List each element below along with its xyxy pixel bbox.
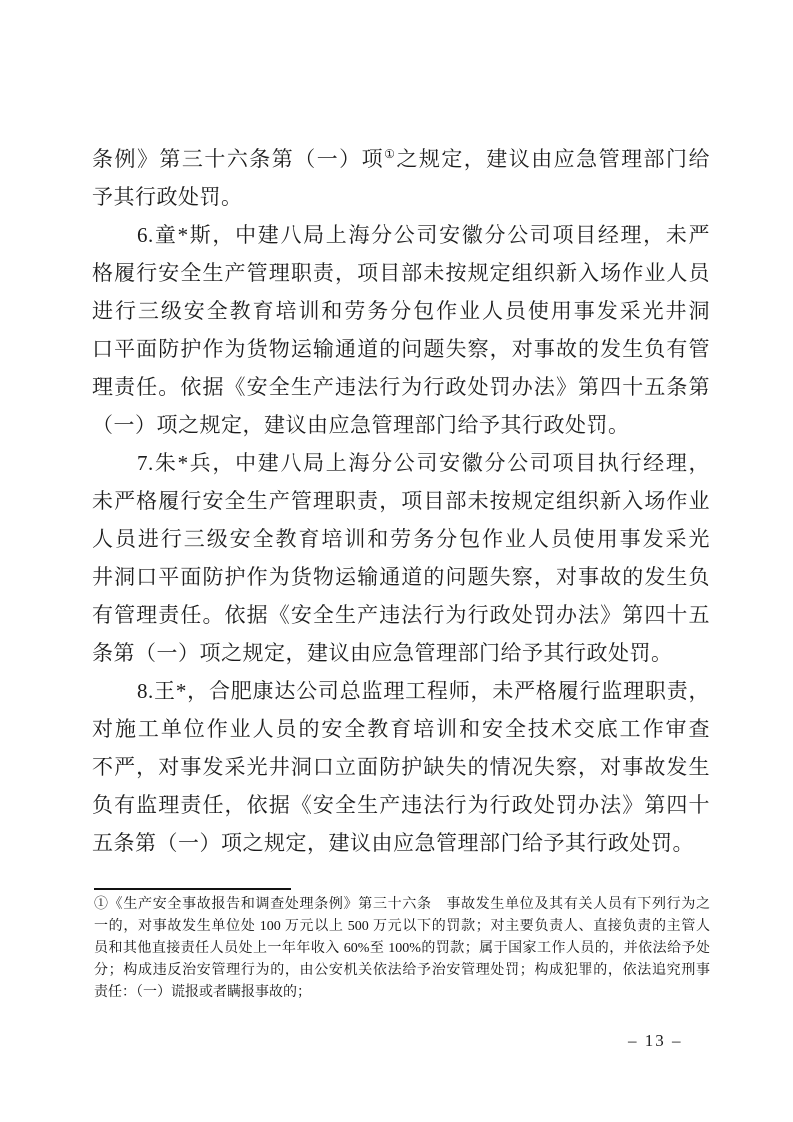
body-line: 格履行安全生产管理职责，项目部未按规定组织新入场作业人员	[92, 261, 710, 285]
page-number: – 13 –	[628, 1031, 683, 1050]
footnote	[94, 894, 710, 1004]
body-line: 五条第（一）项之规定，建议由应急管理部门给予其行政处罚。	[92, 831, 694, 855]
footnote-ref-marker: ①	[384, 147, 397, 161]
footnote-line: 责任：（一）谎报或者瞒报事故的；	[94, 985, 311, 1000]
body-line: （一）项之规定，建议由应急管理部门给予其行政处罚。	[92, 413, 630, 437]
body-line: 不严，对事发采光井洞口立面防护缺失的情况失察，对事故发生	[92, 755, 710, 779]
body-line: 6.童*斯，中建八局上海分公司安徽分公司项目经理，未严	[137, 223, 710, 247]
footnote-separator	[94, 888, 291, 890]
body-line: 条第（一）项之规定，建议由应急管理部门给予其行政处罚。	[92, 641, 673, 665]
footnote-line: ①《生产安全事故报告和调查处理条例》第三十六条 事故发生单位及其有关人员有下列行为之	[94, 897, 710, 912]
body-line: 人员进行三级安全教育培训和劳务分包作业人员使用事发采光	[92, 527, 710, 551]
body-line: 井洞口平面防护作为货物运输通道的问题失察，对事故的发生负	[92, 565, 710, 589]
footnote-line: 员和其他直接责任人员处上一年年收入 60%至 100%的罚款；属于国家工作人员的，并依法给予处	[94, 941, 710, 956]
footnote-line: 分；构成违反治安管理行为的，由公安机关依法给予治安管理处罚；构成犯罪的，依法追究刑事	[94, 963, 710, 978]
body-line-text: 之规定，建议由应急管理部门给	[396, 147, 711, 171]
body-line: 未严格履行安全生产管理职责，项目部未按规定组织新入场作业	[92, 489, 710, 513]
footnote-line: 一的，对事故发生单位处 100 万元以上 500 万元以下的罚款；对主要负责人、直接负责的主管人	[94, 919, 710, 934]
body-line: 进行三级安全教育培训和劳务分包作业人员使用事发采光井洞	[92, 299, 710, 323]
body-line: 有管理责任。依据《安全生产违法行为行政处罚办法》第四十五	[92, 603, 710, 627]
body-line: 7.朱*兵，中建八局上海分公司安徽分公司项目执行经理，	[137, 451, 710, 475]
body-line: 口平面防护作为货物运输通道的问题失察，对事故的发生负有管	[92, 337, 710, 361]
body-line-text: 条例》第三十六条第（一）项	[92, 147, 385, 171]
body-line: 理责任。依据《安全生产违法行为行政处罚办法》第四十五条第	[92, 375, 710, 399]
body-line: 对施工单位作业人员的安全教育培训和安全技术交底工作审查	[92, 717, 710, 741]
body-line: 8.王*，合肥康达公司总监理工程师，未严格履行监理职责，	[137, 679, 710, 703]
body-line: 负有监理责任，依据《安全生产违法行为行政处罚办法》第四十	[92, 793, 710, 817]
body-line	[92, 140, 710, 178]
body-line: 予其行政处罚。	[92, 185, 243, 209]
body-text	[92, 140, 710, 862]
